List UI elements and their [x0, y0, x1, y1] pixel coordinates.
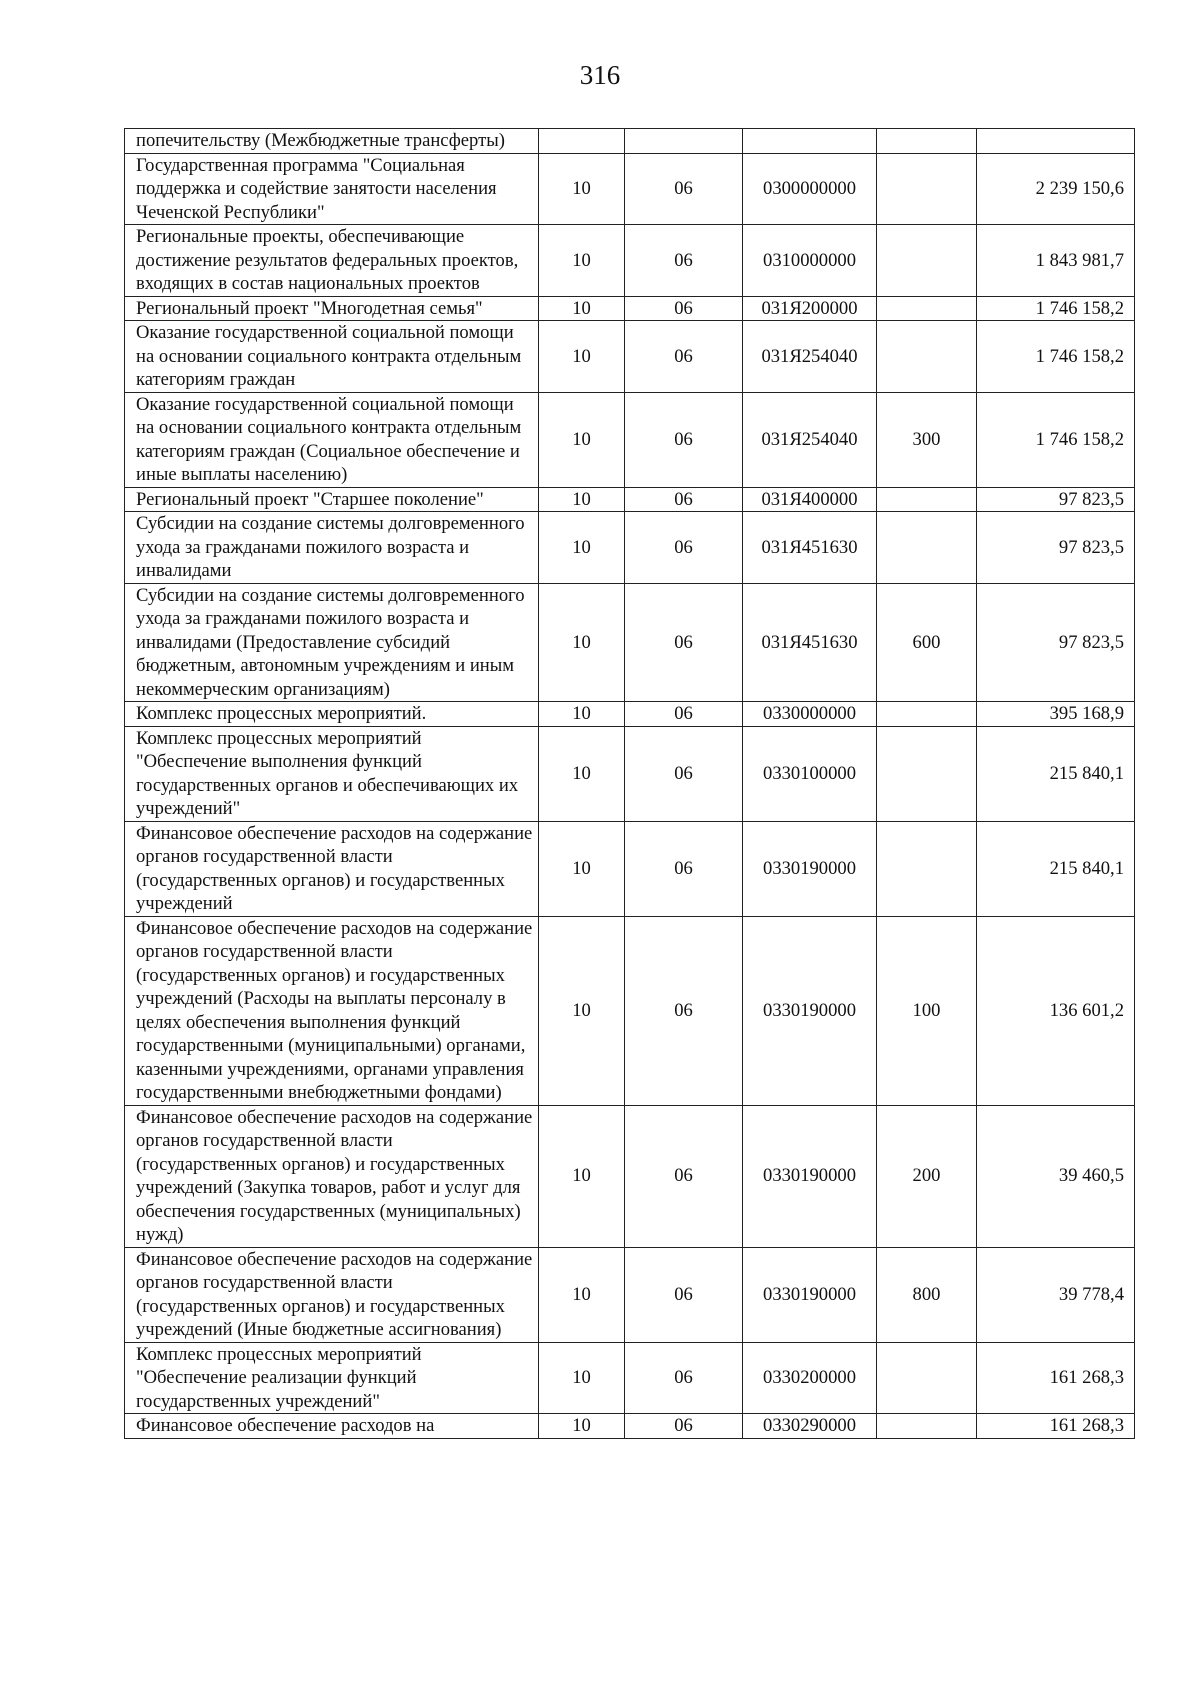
- table-row: [125, 821, 1135, 916]
- page-number: 316: [579, 60, 621, 90]
- row-subsection: 06: [625, 583, 743, 702]
- row-amount: 161 268,3: [977, 1342, 1135, 1414]
- table-row: [125, 296, 1135, 321]
- table-row: [125, 1105, 1135, 1247]
- row-name: Региональный проект "Многодетная семья": [125, 296, 539, 321]
- row-amount: 97 823,5: [977, 487, 1135, 512]
- row-target-article: 0330190000: [743, 1247, 877, 1342]
- table-row: [125, 702, 1135, 727]
- row-section: 10: [539, 153, 625, 225]
- row-name: Финансовое обеспечение расходов на содержание органов государственной власти (государственных органов) и государственных учреждений: [125, 821, 539, 916]
- row-section: 10: [539, 702, 625, 727]
- row-target-article: 0310000000: [743, 225, 877, 297]
- row-subsection: 06: [625, 487, 743, 512]
- row-subsection: 06: [625, 1105, 743, 1247]
- row-subsection: 06: [625, 1247, 743, 1342]
- row-amount: [977, 129, 1135, 154]
- row-section: 10: [539, 392, 625, 487]
- row-name: Финансовое обеспечение расходов на: [125, 1414, 539, 1439]
- row-name: Комплекс процессных мероприятий "Обеспечение выполнения функций государственных органов и обеспечивающих их учреждений": [125, 726, 539, 821]
- row-amount: 39 778,4: [977, 1247, 1135, 1342]
- row-subsection: 06: [625, 726, 743, 821]
- row-section: 10: [539, 821, 625, 916]
- row-name: попечительству (Межбюджетные трансферты): [125, 129, 539, 154]
- row-expense-type: 100: [877, 916, 977, 1105]
- row-expense-type: [877, 1414, 977, 1439]
- row-expense-type: 800: [877, 1247, 977, 1342]
- row-expense-type: [877, 512, 977, 584]
- row-subsection: 06: [625, 512, 743, 584]
- row-section: 10: [539, 321, 625, 393]
- row-name: Финансовое обеспечение расходов на содержание органов государственной власти (государственных органов) и государственных учреждений (Закупка товаров, работ и услуг для обеспечения государственных (муниципальных) нужд): [125, 1105, 539, 1247]
- row-amount: 215 840,1: [977, 726, 1135, 821]
- row-target-article: 0330000000: [743, 702, 877, 727]
- row-expense-type: [877, 225, 977, 297]
- row-expense-type: [877, 129, 977, 154]
- row-section: 10: [539, 1414, 625, 1439]
- row-section: 10: [539, 583, 625, 702]
- row-subsection: 06: [625, 392, 743, 487]
- row-amount: 161 268,3: [977, 1414, 1135, 1439]
- row-section: 10: [539, 726, 625, 821]
- row-expense-type: [877, 702, 977, 727]
- row-name: Региональные проекты, обеспечивающие достижение результатов федеральных проектов, входящих в состав национальных проектов: [125, 225, 539, 297]
- row-target-article: 0330200000: [743, 1342, 877, 1414]
- row-amount: 1 746 158,2: [977, 296, 1135, 321]
- row-name: Региональный проект "Старшее поколение": [125, 487, 539, 512]
- row-name: Государственная программа "Социальная поддержка и содействие занятости населения Чеченской Республики": [125, 153, 539, 225]
- table-row: [125, 153, 1135, 225]
- row-target-article: 031Я451630: [743, 583, 877, 702]
- row-amount: 1 746 158,2: [977, 321, 1135, 393]
- row-amount: 2 239 150,6: [977, 153, 1135, 225]
- row-target-article: 0300000000: [743, 153, 877, 225]
- row-target-article: 031Я451630: [743, 512, 877, 584]
- row-target-article: 0330190000: [743, 1105, 877, 1247]
- row-section: 10: [539, 1247, 625, 1342]
- row-amount: 136 601,2: [977, 916, 1135, 1105]
- table-row: [125, 726, 1135, 821]
- row-section: 10: [539, 1105, 625, 1247]
- row-subsection: 06: [625, 296, 743, 321]
- row-amount: 1 746 158,2: [977, 392, 1135, 487]
- row-expense-type: [877, 296, 977, 321]
- row-name: Субсидии на создание системы долговременного ухода за гражданами пожилого возраста и инвалидами: [125, 512, 539, 584]
- row-target-article: 031Я254040: [743, 321, 877, 393]
- row-amount: 1 843 981,7: [977, 225, 1135, 297]
- row-expense-type: [877, 487, 977, 512]
- row-subsection: [625, 129, 743, 154]
- row-section: 10: [539, 296, 625, 321]
- row-name: Финансовое обеспечение расходов на содержание органов государственной власти (государственных органов) и государственных учреждений (Расходы на выплаты персоналу в целях обеспечения выполнения функций государственными (муниципальными) органами, казенными учреждениями, органами управления государственными внебюджетными фондами): [125, 916, 539, 1105]
- row-section: 10: [539, 225, 625, 297]
- row-expense-type: [877, 726, 977, 821]
- row-target-article: [743, 129, 877, 154]
- row-target-article: 0330190000: [743, 821, 877, 916]
- table-row: [125, 225, 1135, 297]
- table-row: [125, 321, 1135, 393]
- row-expense-type: [877, 1342, 977, 1414]
- table-row: [125, 487, 1135, 512]
- row-name: Финансовое обеспечение расходов на содержание органов государственной власти (государственных органов) и государственных учреждений (Иные бюджетные ассигнования): [125, 1247, 539, 1342]
- row-amount: 39 460,5: [977, 1105, 1135, 1247]
- row-subsection: 06: [625, 321, 743, 393]
- row-subsection: 06: [625, 916, 743, 1105]
- row-amount: 97 823,5: [977, 512, 1135, 584]
- row-target-article: 031Я254040: [743, 392, 877, 487]
- row-target-article: 031Я200000: [743, 296, 877, 321]
- table-row: [125, 512, 1135, 584]
- table-row: [125, 916, 1135, 1105]
- table-row: [125, 1342, 1135, 1414]
- row-target-article: 0330190000: [743, 916, 877, 1105]
- row-subsection: 06: [625, 225, 743, 297]
- row-subsection: 06: [625, 702, 743, 727]
- row-amount: 395 168,9: [977, 702, 1135, 727]
- row-section: 10: [539, 487, 625, 512]
- row-target-article: 0330290000: [743, 1414, 877, 1439]
- table-row: [125, 392, 1135, 487]
- table-row: [125, 1247, 1135, 1342]
- row-name: Субсидии на создание системы долговременного ухода за гражданами пожилого возраста и инвалидами (Предоставление субсидий бюджетным, автономным учреждениям и иным некоммерческим организациям): [125, 583, 539, 702]
- row-expense-type: [877, 321, 977, 393]
- row-name: Комплекс процессных мероприятий.: [125, 702, 539, 727]
- row-name: Оказание государственной социальной помощи на основании социального контракта отдельным категориям граждан: [125, 321, 539, 393]
- row-name: Комплекс процессных мероприятий "Обеспечение реализации функций государственных учреждений": [125, 1342, 539, 1414]
- table-row: [125, 129, 1135, 154]
- row-expense-type: 600: [877, 583, 977, 702]
- row-subsection: 06: [625, 821, 743, 916]
- row-section: 10: [539, 916, 625, 1105]
- row-expense-type: [877, 153, 977, 225]
- row-expense-type: 300: [877, 392, 977, 487]
- budget-table: [124, 128, 1135, 1439]
- table-row: [125, 583, 1135, 702]
- table-row: [125, 1414, 1135, 1439]
- row-subsection: 06: [625, 153, 743, 225]
- row-target-article: 0330100000: [743, 726, 877, 821]
- row-section: [539, 129, 625, 154]
- row-expense-type: 200: [877, 1105, 977, 1247]
- row-subsection: 06: [625, 1414, 743, 1439]
- row-section: 10: [539, 512, 625, 584]
- row-target-article: 031Я400000: [743, 487, 877, 512]
- row-subsection: 06: [625, 1342, 743, 1414]
- row-amount: 97 823,5: [977, 583, 1135, 702]
- row-amount: 215 840,1: [977, 821, 1135, 916]
- row-name: Оказание государственной социальной помощи на основании социального контракта отдельным категориям граждан (Социальное обеспечение и иные выплаты населению): [125, 392, 539, 487]
- row-section: 10: [539, 1342, 625, 1414]
- row-expense-type: [877, 821, 977, 916]
